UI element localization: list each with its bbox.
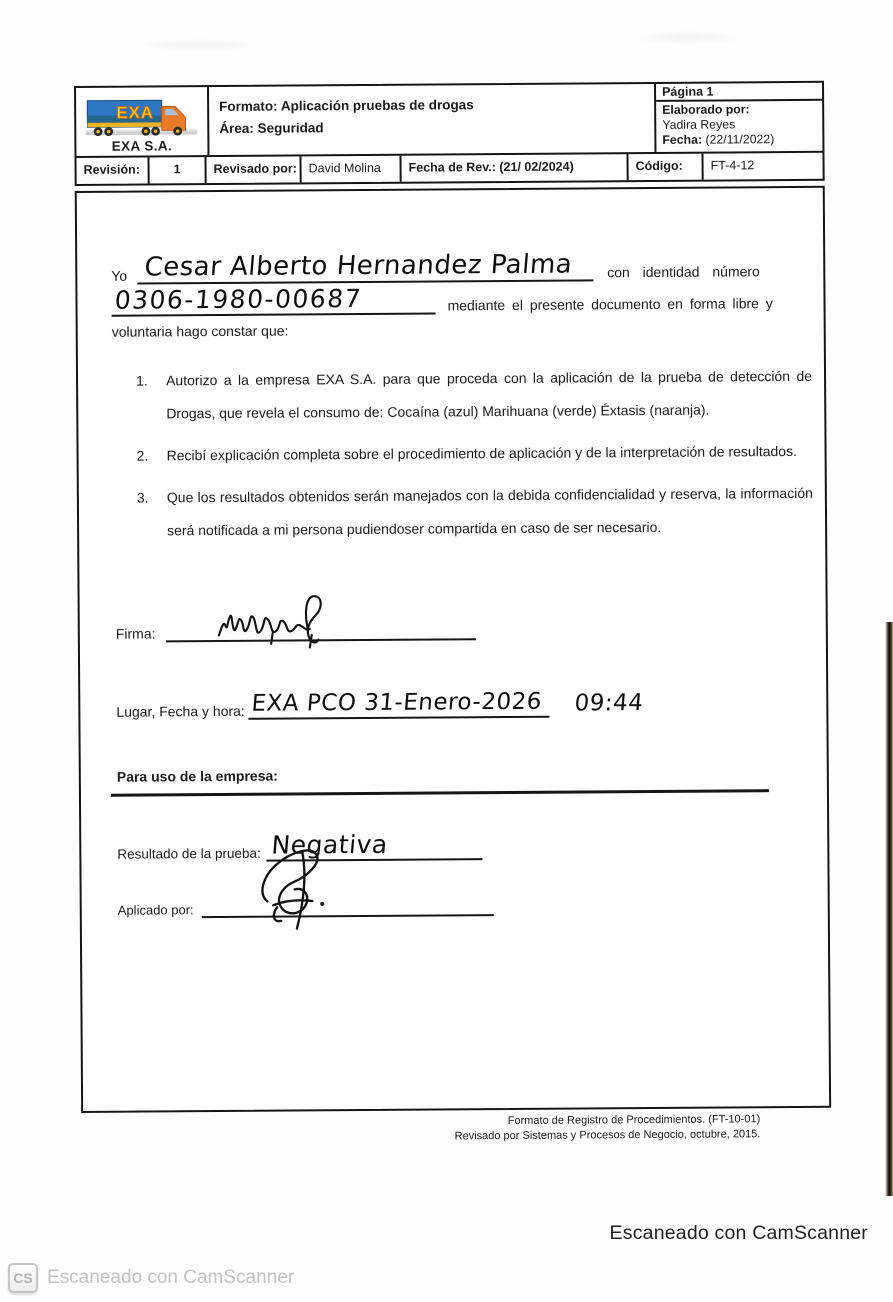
signature-row [116,598,476,643]
title-cell [209,84,656,155]
signature-aplicado [253,842,344,933]
intro-prefix: Yo [111,267,128,284]
scan-smudge [140,38,260,52]
area-title: Área: Seguridad [219,120,324,136]
elaborated-date: Fecha: (22/11/2022) [662,132,775,148]
item-text: Que los resultados obtenidos serán manejados con la debida confidencialidad y reserva, la información será notificada a mi persona pudiendoser compartida en caso de ser necesario. [166,484,813,539]
scan-smudge [633,30,743,46]
elaborated-by-name: Yadira Reyes [662,117,736,133]
name-field [137,251,593,284]
list-item [137,477,813,548]
revision-value: 1 [150,157,207,183]
form-header-table [74,81,825,186]
page-number: Página 1 [656,83,822,102]
list-item [136,435,812,473]
list-item [136,360,812,431]
reviewed-by-label: Revisado por: [206,156,301,183]
scan-edge-artifact [885,622,893,1196]
signature-firma [213,590,341,651]
handwritten-place-date: EXA PCO 31-Enero-2026 [250,688,544,717]
handwritten-result: Negativa [270,829,390,860]
camscanner-cs-icon: CS [8,1263,38,1293]
elaborated-by-label: Elaborado por: [662,102,750,117]
item-number: 2. [136,447,149,464]
company-use-label: Para uso de la empresa: [116,767,278,785]
code-label: Código: [628,154,703,181]
intro-line3: voluntaria hago constar que: [111,322,289,340]
place-date-field [249,688,549,720]
aplicado-label: Aplicado por: [117,902,194,918]
code-value: FT-4-12 [710,158,755,173]
logo-brand-text: EXA [115,102,154,123]
handwritten-name: Cesar Alberto Hernandez Palma [143,249,574,283]
camscanner-watermark-text: Escaneado con CamScanner [47,1267,295,1288]
applied-by-row [118,880,494,919]
logo-cell [76,87,209,156]
format-title: Formato: Aplicación pruebas de drogas [219,97,474,114]
resultado-label: Resultado de la prueba: [117,845,261,862]
item-text: Autorizo a la empresa EXA S.A. para que proceda con la aplicación de la prueba de detección de Drogas, que revela el consumo de: Cocaína (azul) Marihuana (verde) Éxtasis (naranja). [166,367,813,422]
item-text: Recibí explicación completa sobre el procedimiento de aplicación y de la interpretación de resultados. [166,442,797,464]
footer-line2: Revisado por Sistemas y Procesos de Negocio, octubre, 2015. [454,1128,761,1143]
document [74,81,831,1147]
identity-number-field [111,285,435,316]
intro-suffix: mediante el presente documento en forma libre y [447,295,773,314]
item-number: 1. [136,372,148,389]
section-divider [111,789,769,797]
declaration-items [136,360,813,557]
header-bottom-row [76,151,822,184]
header-top-row [76,83,822,156]
applied-by-line [201,878,493,918]
meta-cell [656,83,822,152]
reviewed-by-name: David Molina [301,156,401,183]
form-footer [81,1112,831,1147]
revision-label: Revisión: [77,157,150,184]
firma-label: Firma: [115,625,156,642]
exa-truck-logo [81,91,203,138]
signature-line [165,596,475,642]
footer-line1: Formato de Registro de Procedimientos. (FT-10-01) [507,1113,761,1127]
lugar-label: Lugar, Fecha y hora: [116,702,245,720]
company-name: EXA S.A. [111,138,173,154]
camscanner-watermark-black: Escaneado con CamScanner [609,1222,868,1244]
form-body [75,186,831,1113]
place-date-row [116,675,645,721]
item-number: 3. [136,489,149,506]
review-date: Fecha de Rev.: (21/ 02/2024) [401,154,628,182]
intro-middle: con identidad número [607,263,760,281]
intro-paragraph [111,250,814,341]
handwritten-id: 0306-1980-00687 [113,283,364,315]
handwritten-time: 09:44 [573,690,645,717]
camscanner-watermark-gray [8,1263,294,1293]
